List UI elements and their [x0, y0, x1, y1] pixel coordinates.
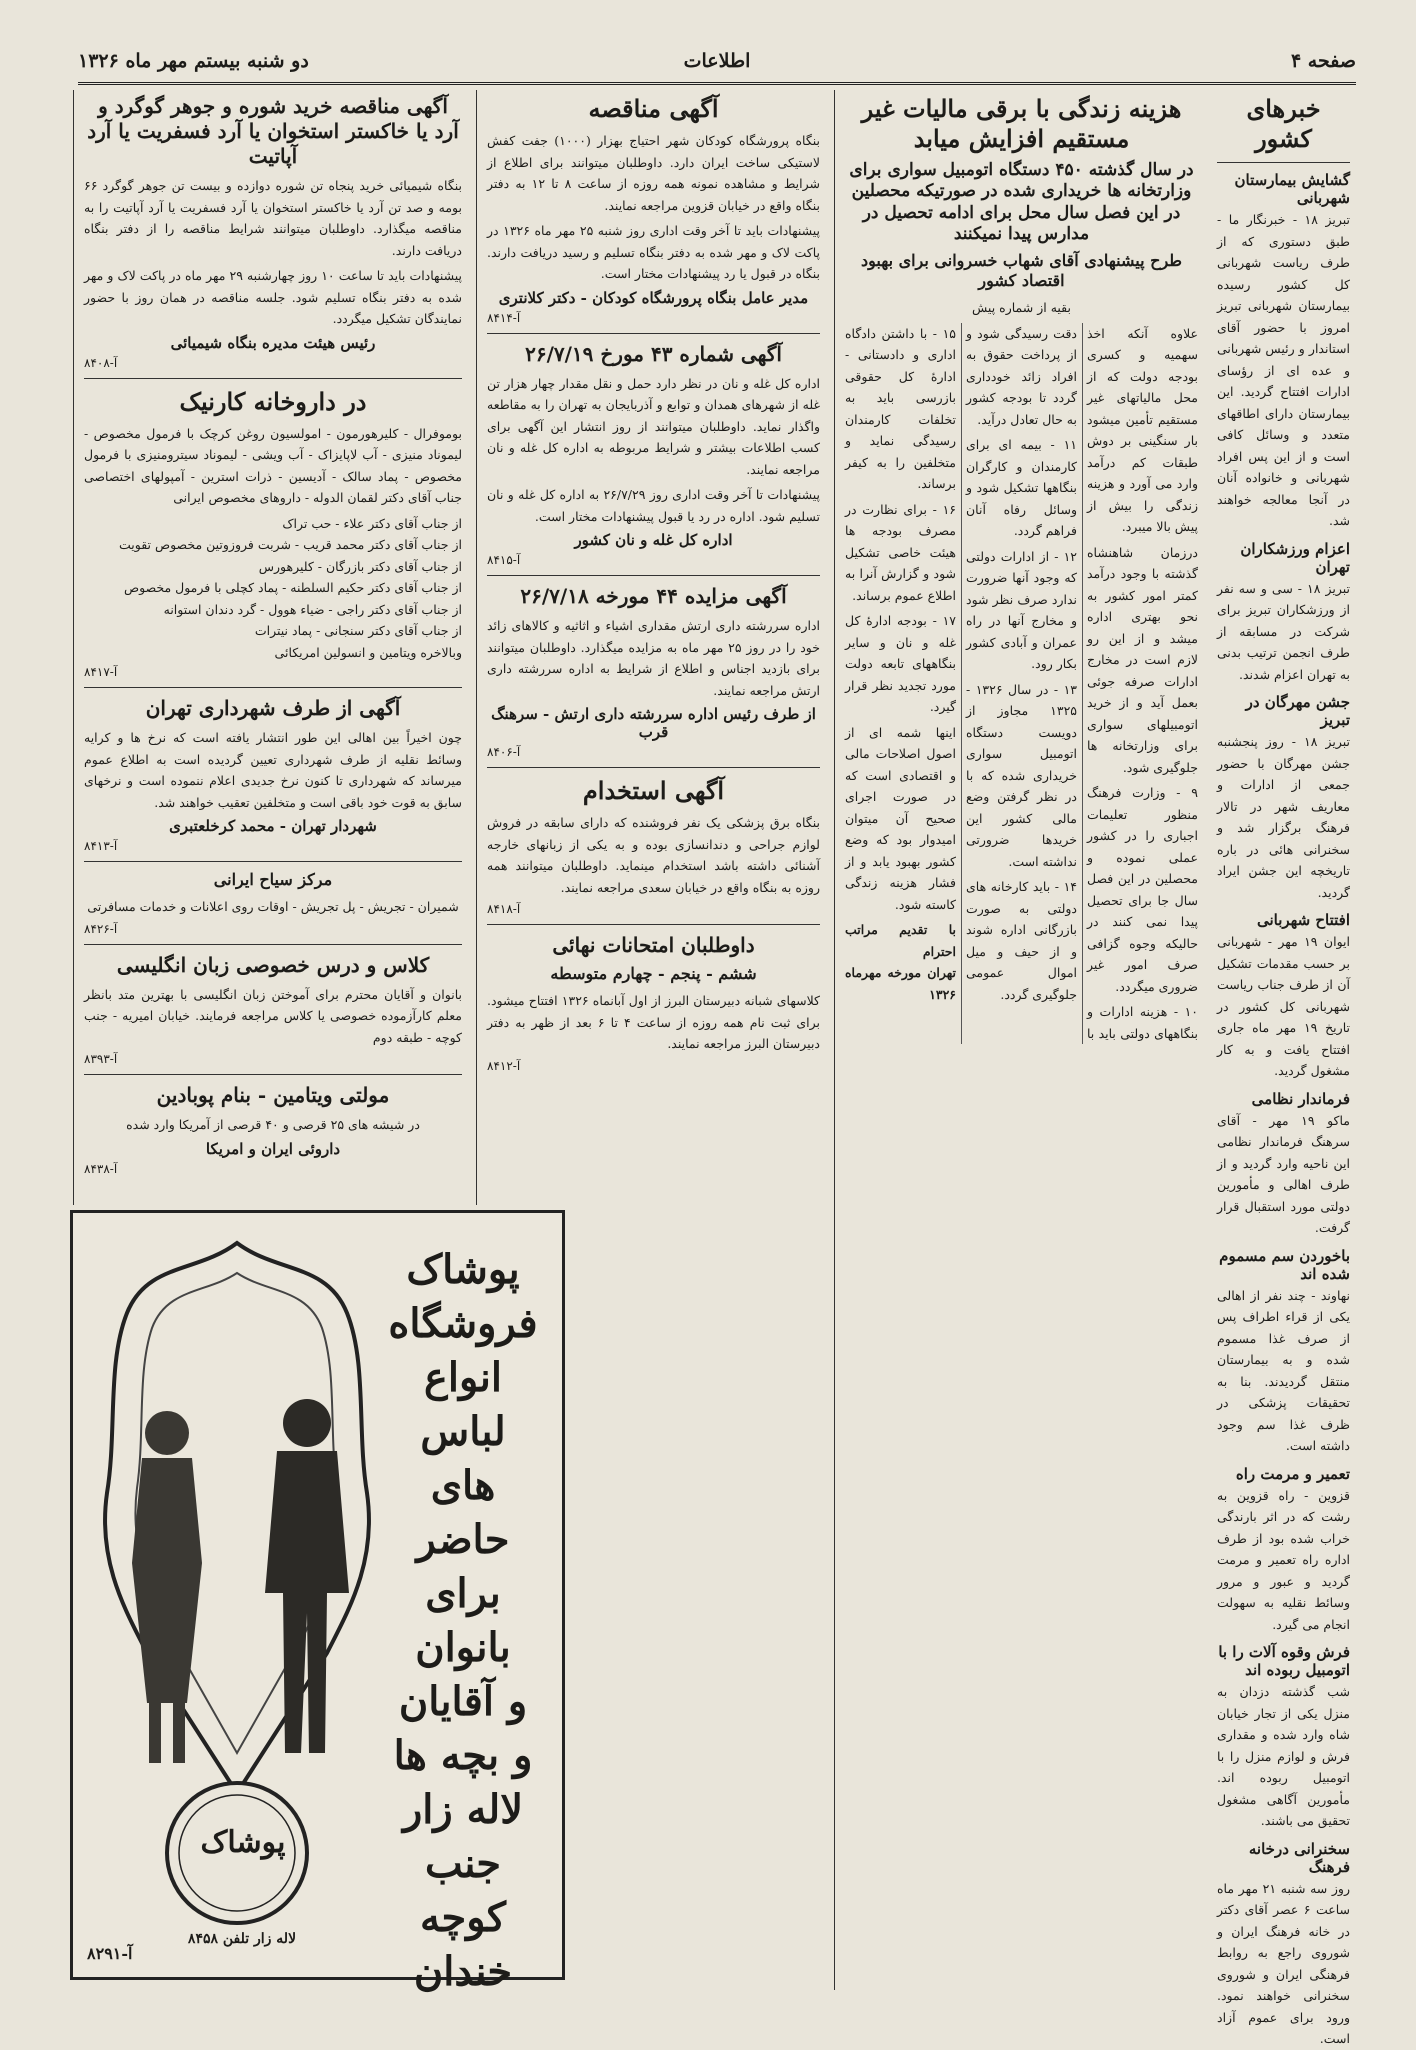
- travel-title: مرکز سیاح ایرانی: [213, 870, 333, 889]
- pharmacy-ref: وبالاخره ویتامین و انسولین امریکائی: [274, 644, 462, 660]
- vitamin-seller: داروئی ایران و امریکا: [205, 1139, 341, 1158]
- emblem-subtext: لاله زار تلفن ۸۴۵۸: [187, 1931, 297, 1947]
- news-item-title: سخنرانی درخانه فرهنگ: [1248, 1839, 1350, 1876]
- tender-notice: [487, 94, 820, 325]
- ad-line: خندان: [413, 1948, 513, 1995]
- sulfur-title: آگهی مناقصه خرید شوره و جوهر گوگرد و آرد یا خاکستر استخوان یا آرد فسفریت یا آرد آپاتیت: [87, 94, 459, 168]
- exam-body: کلاسهای شبانه دبیرستان البرز از اول آبانماه ۱۳۲۶ افتتاح میشود. برای ثبت نام همه روزه از ساعت ۴ تا ۶ بعد از ظهر به دفتر دبیرستان البرز مراجعه نمایند.: [487, 993, 821, 1051]
- travel-code: آ-۸۴۲۶: [84, 921, 118, 936]
- municipality-notice: [84, 696, 462, 853]
- english-ad: [84, 953, 462, 1067]
- pharmacy-ref: از جناب آقای دکتر علاء - حب تراک: [282, 515, 462, 531]
- vitamin-code: آ-۸۴۳۸: [84, 1161, 118, 1176]
- news-item-body: روز سه شنبه ۲۱ مهر ماه ساعت ۶ عصر آقای دکتر در خانه فرهنگ ایران و شوروی راجع به روابط فرهنگی ایران و شوروی سخنرانی خواهند نمود. ورود برای عموم آزاد است.: [1217, 1880, 1350, 2046]
- hiring-title: آگهی استخدام: [582, 776, 725, 805]
- travel-body: شمیران - تجریش - پل تجریش - اوقات روی اعلانات و خدمات مسافرتی: [87, 899, 459, 914]
- exam-notice: [487, 933, 820, 1073]
- hiring-notice: [487, 776, 820, 916]
- auction-44-title: آگهی مزایده ۴۴ مورخه ۲۶/۷/۱۸: [520, 584, 787, 608]
- emblem-text: پوشاک: [200, 1825, 286, 1860]
- lead-paragraph: اینها شمه ای از اصول اصلاحات مالی و اقتصادی است که در صورت اجرای صحیح آن میتوان امیدوار بود که وضع کشور بهبود یابد و از فشار هزینه زندگی کاسته شود.: [845, 724, 956, 912]
- vitamin-title: مولتی ویتامین - بنام پوبادین: [156, 1083, 390, 1107]
- pharmacy-body: بوموفرال - کلیرهورمون - امولسیون روغن کرچک با فرمول مخصوص - لیموناد منیزی - آب لاپایزاک - آب ویشی - لیموناد سیترومنیزی با فرمول مخصوص - پماد سالک - آدیسین - ذرات استرین - آمپولهای اختصاصی جناب آقای دکتر لقمان الدوله - داروهای مخصوص ایرانی: [84, 425, 462, 505]
- news-item-body: ماکو ۱۹ مهر - آقای سرهنگ فرماندار نظامی این ناحیه وارد گردید و از طرف اهالی و مأمورین دولتی مورد استقبال قرار گرفت.: [1217, 1112, 1350, 1235]
- lead-paragraph: ۱۲ - از ادارات دولتی که وجود آنها ضرورت ندارد صرف نظر شود و مخارج آنها در راه عمران و آبادی کشور بکار رود.: [966, 548, 1077, 671]
- sulfur-body: بنگاه شیمیائی خرید پنجاه تن شوره دوازده و بیست تن جوهر گوگرد ۶۶ بومه و صد تن آرد یا خاکستر استخوان یا آرد فسفریت یا آرد آپاتیت را به مناقصه میگذارد. داوطلبان میتوانند شرایط مناقصه را از دفتر بنگاه دریافت دارند.: [84, 178, 462, 258]
- lead-continued: بقیه از شماره پیش: [972, 300, 1071, 315]
- english-body: بانوان و آقایان محترم برای آموختن زبان انگلیسی با بهترین متد بانظر معلم کارآزموده خصوصی یا کلاس مراجعه فرمایند. خیابان امیریه - جنب کوچه - طبقه دوم: [84, 986, 462, 1045]
- ad-code: آ-۸۲۹۱: [87, 1944, 133, 1963]
- news-item-title: جشن مهرگان در تبریز: [1245, 693, 1350, 729]
- english-code: آ-۸۳۹۳: [84, 1052, 118, 1066]
- tender-signature: مدیر عامل بنگاه پرورشگاه کودکان - دکتر کلانتری: [498, 288, 809, 307]
- travel-ad: [84, 870, 462, 936]
- sulfur-body-2: پیشنهادات باید تا ساعت ۱۰ روز چهارشنبه ۲۹ مهر ماه در پاکت لاک و مهر شده به دفتر بنگاه تسلیم شود. جلسه مناقصه در همان روز با حضور نمایندگان تشکیل میگردد.: [84, 268, 462, 326]
- notice-43-signature: اداره کل غله و نان کشور: [574, 531, 733, 549]
- lead-paragraph: ۱۰ - هزینه ادارات و بنگاههای دولتی باید با دقت رسیدگی شود و از پرداخت حقوق به افراد زائد خودداری گردد تا بودجه کشور به حال تعادل درآید.: [966, 325, 1198, 1041]
- municipality-title: آگهی از طرف شهرداری تهران: [145, 696, 401, 720]
- ad-line: برای بانوان: [415, 1570, 511, 1671]
- news-item-title: اعزام ورزشکاران تهران: [1240, 539, 1350, 576]
- municipality-code: آ-۸۴۱۳: [84, 839, 118, 853]
- pharmacy-title: در داروخانه کارنیک: [179, 386, 367, 416]
- lead-paragraph: ۱۴ - باید کارخانه های دولتی به صورت بازرگانی اداره شوند و از حیف و میل اموال عمومی جلوگیری گردد.: [966, 879, 1077, 1002]
- news-item-body: ایوان ۱۹ مهر - شهربانی بر حسب مقدمات تشکیل آن از طرف جناب ریاست شهربانی کل کشور در تاریخ ۱۹ مهر ماه جاری افتتاح یافت و به کار مشغول گردید.: [1217, 934, 1350, 1078]
- hiring-body: بنگاه برق پزشکی یک نفر فروشنده که دارای سابقه در فروش لوازم جراحی و دندانسازی بوده و به یکی از زبانهای خارجه آشنائی داشته باشد استخدام مینماید. داوطلبان میتوانند همه روزه به بنگاه واقع در خیابان سعدی مراجعه نمایند.: [487, 815, 820, 895]
- issue-date: دو شنبه بیستم مهر ماه ۱۳۲۶: [78, 50, 309, 72]
- news-item-body: نهاوند - چند نفر از اهالی یکی از قراء اطراف پس از صرف غذا مسموم شده و به بیمارستان منتقل گردیدند. بنا به تحقیقات پزشکی در ظرف غذا سم وجود داشته است.: [1217, 1287, 1350, 1453]
- municipality-signature: شهردار تهران - محمد کرخلعتبری: [169, 817, 377, 835]
- notice-43-code: آ-۸۴۱۵: [487, 553, 521, 567]
- ad-line: های حاضر: [416, 1462, 510, 1563]
- paper-name: اطلاعات: [683, 50, 751, 72]
- pharmacy-code: آ-۸۴۱۷: [84, 665, 118, 679]
- vitamin-body: در شیشه های ۲۵ قرصی و ۴۰ قرصی از آمریکا وارد شده: [126, 1117, 420, 1132]
- lead-article: [834, 90, 1204, 1990]
- notice-43: [487, 342, 820, 568]
- news-item-body: تبریز ۱۸ - روز پنجشنبه جشن مهرگان با حضور جمعی از ادارات و معاریف شهر در تالار فرهنگ برگزار شد و سخنرانی هائی در باره تاریخچه این جشن ایراد گردید.: [1217, 734, 1350, 900]
- ad-text-block: [378, 1243, 548, 1999]
- lead-paragraph: ۱۱ - بیمه ای برای کارمندان و کارگران بنگاهها تشکیل شود و وسائل رفاه آنان فراهم گردد.: [966, 437, 1077, 538]
- news-item-title: فرماندار نظامی: [1251, 1089, 1350, 1108]
- ad-line: انواع لباس: [420, 1354, 506, 1455]
- ad-line: فروشگاه: [388, 1300, 538, 1347]
- auction-44-signature: از طرف رئیس اداره سررشته داری ارتش - سرهنگ قرب: [491, 705, 816, 741]
- ad-line: لاله زار: [402, 1786, 524, 1833]
- english-title: کلاس و درس خصوصی زبان انگلیسی: [116, 952, 430, 977]
- news-section-title: خبرهای کشور: [1246, 94, 1321, 153]
- hiring-code: آ-۸۴۱۸: [487, 902, 521, 916]
- auction-44-code: آ-۸۴۰۶: [487, 745, 521, 759]
- news-item-title: تعمیر و مرمت راه: [1235, 1464, 1350, 1483]
- tender-title: آگهی مناقصه: [588, 94, 719, 123]
- auction-44-body: اداره سررشته داری ارتش مقداری اشیاء و اثاثیه و کالاهای زائد خود را در روز ۲۵ مهر ماه به مزایده میگذارد. داوطلبان میتوانند برای بازدید اجناس و اطلاع از شرایط به اداره سررشته داری ارتش مراجعه نمایند.: [487, 618, 820, 698]
- pharmacy-ref: از جناب آقای دکتر راجی - ضیاء هوول - گرد دندان استوانه: [163, 601, 462, 617]
- sulfur-signature: رئیس هیئت مدیره بنگاه شیمیائی: [170, 333, 376, 352]
- news-item-body: شب گذشته دزدان به منزل یکی از تجار خیابان شاه وارد شده و مقداری فرش و لوازم منزل را با اتومبیل ربوده اند. مأمورین آگاهی مشغول تحقیق می باشند.: [1217, 1684, 1350, 1828]
- ad-line: و بچه ها: [393, 1732, 533, 1779]
- sulfur-tender: [84, 94, 462, 370]
- lead-body: [845, 323, 1198, 1045]
- news-item-body: قزوین - راه قزوین به رشت که در اثر بارندگی خراب شده بود از طرف اداره راه تعمیر و مرمت گردید و عبور و مرور وسائط نقلیه به سهولت انجام می گیرد.: [1217, 1487, 1350, 1632]
- lead-paragraph: ۹ - وزارت فرهنگ منظور تعلیمات اجباری را در کشور عملی نموده و محصلین در این فصل سال جا برای تحصیل پیدا نمی کنند در حالیکه وجوه گزافی صرف امور غیر ضروری میگردد.: [1087, 785, 1198, 994]
- ad-line: پوشاک: [406, 1246, 520, 1293]
- exam-code: آ-۸۴۱۲: [487, 1058, 521, 1073]
- notice-43-body: اداره کل غله و نان در نظر دارد حمل و نقل مقدار چهار هزار تن غله از شهرهای همدان و توابع و آذربایجان به تهران را به مقاطعه واگذار نماید. داوطلبان میتوانند از روز انتشار این آگهی برای کسب اطلاعات بیشتر و شرایط مربوطه به اداره کل غله و نان مراجعه نمایند.: [487, 375, 820, 477]
- man-figure-icon: [265, 1399, 349, 1753]
- pharmacy-ref: از جناب آقای دکتر حکیم السلطنه - پماد کچلی با فرمول مخصوص: [124, 580, 462, 595]
- news-item-body: تبریز ۱۸ - سی و سه نفر از ورزشکاران تبریز برای شرکت در مسابقه از طرف انجمن ترتیب بدنی به تهران اعزام شدند.: [1217, 580, 1350, 682]
- news-column: [1211, 90, 1356, 2046]
- pharmacy-ref: از جناب آقای دکتر سنجانی - پماد نیترات: [254, 623, 462, 638]
- lead-paragraph: ۱۳ - در سال ۱۳۲۶ - ۱۳۲۵ مجاوز از دویست دستگاه اتومبیل سواری خریداری شده که با در نظر گرفتن وضع مالی کشور این خریدها ضرورتی نداشته است.: [966, 681, 1077, 869]
- exam-subtitle: ششم - پنجم - چهارم متوسطه: [550, 964, 757, 983]
- tender-code: آ-۸۴۱۴: [487, 310, 521, 325]
- news-item-title: فرش وقوه آلات را با اتومبیل ربوده اند: [1218, 1643, 1350, 1679]
- page-number: صفحه ۴: [1290, 50, 1356, 72]
- lead-paragraph: ۱۶ - برای نظارت در مصرف بودجه ها هیئت خاصی تشکیل شود و گزارش آنرا به اطلاع عموم برساند.: [845, 501, 956, 603]
- news-item-title: افتتاح شهربانی: [1256, 911, 1350, 929]
- notices-column: [476, 90, 826, 1205]
- news-list: [1217, 171, 1350, 2050]
- ads-column: [73, 90, 468, 1205]
- lead-paragraph: علاوه آنکه اخذ سهمیه و کسری بودجه دولت که از محل مالیاتهای غیر مستقیم تأمین میشود بار سنگینی بر دوش طبقات کم درآمد وارد می آورد و هزینه زندگی را بیش از پیش بالا میبرد.: [1087, 325, 1198, 534]
- lead-title: هزینه زندگی با برقی مالیات غیر مستقیم افزایش میابد: [861, 94, 1182, 153]
- ad-line: و آقایان: [398, 1678, 528, 1725]
- lead-paragraph: ۱۷ - بودجه ادارهٔ کل غله و نان و سایر بنگاههای تابعه دولت مورد تجدید نظر قرار گیرد.: [845, 613, 956, 714]
- news-item-title: گشایش بیمارستان شهربانی: [1234, 171, 1350, 207]
- pharmacy-ad: [84, 387, 462, 680]
- exam-title: داوطلبان امتحانات نهائی: [552, 933, 755, 957]
- news-item-title: باخوردن سم مسموم شده اند: [1219, 1246, 1350, 1283]
- vitamin-ad: [84, 1083, 462, 1176]
- auction-44: [487, 584, 820, 759]
- tender-body: بنگاه پرورشگاه کودکان شهر احتیاج بهزار (۱۰۰۰) جفت کفش لاستیکی ساخت ایران دارد. داوطلبان میتوانند برای اطلاع از شرایط و مشاهده نمونه همه روزه از ساعت ۸ تا ۱۲ به دفتر بنگاه واقع در خیابان قزوین مراجعه نمایند.: [487, 133, 821, 213]
- woman-figure-icon: [132, 1411, 202, 1763]
- pharmacy-ref: از جناب آقای دکتر بازرگان - کلیرهورس: [258, 558, 462, 574]
- lead-closing: با تقدیم مراتب احترام تهران مورخه مهرماه ۱۳۲۶: [845, 922, 956, 1002]
- lead-paragraph: ۱۵ - با داشتن دادگاه اداری و دادستانی - ادارهٔ کل حقوقی بازرسی باید به تخلفات کارمندان رسیدگی نماید و متخلفین را به کیفر برساند.: [845, 325, 956, 491]
- municipality-body: چون اخیراً بین اهالی این طور انتشار یافته است که نرخ ها و کرایه وسائط نقلیه از طرف شهرداری تعیین گردیده است به اطلاع عموم میرساند که شهرداری تا کنون نرخ جدیدی اعلام ننموده است و نرخهای سابق به قوت خود باقی است و متخلفین تعقیب خواهند شد.: [84, 730, 462, 810]
- ad-line: جنب کوچه: [420, 1840, 506, 1941]
- notice-43-body-2: پیشنهادات تا آخر وقت اداری روز ۲۶/۷/۲۹ به اداره کل غله و نان تسلیم شود. اداره در رد یا قبول پیشنهادات مختار است.: [487, 487, 820, 524]
- pharmacy-ref: از جناب آقای دکتر محمد قریب - شربت فروزوتین مخصوص تقویت: [118, 537, 462, 552]
- news-item-body: تبریز ۱۸ - خبرنگار ما - طبق دستوری که از طرف ریاست شهربانی کل کشور رسیده بیمارستان شهربانی تبریز امروز با حضور آقای استاندار و رئیس شهربانی و عده ای از رؤسای ادارات افتتاح گردید. این بیمارستان دارای اطاقهای متعدد و وسائل کافی است و از این پس افراد شهربانی و خانواده آنان در آنجا معالجه خواهند شد.: [1217, 212, 1351, 528]
- clothing-store-ad: [70, 1210, 565, 1995]
- notice-43-title: آگهی شماره ۴۳ مورخ ۲۶/۷/۱۹: [525, 341, 782, 366]
- lead-deck: طرح پیشنهادی آقای شهاب خسروانی برای بهبود اقتصاد کشور: [860, 251, 1183, 290]
- lead-paragraph: درزمان شاهنشاه گذشته با وجود درآمد کمتر امور کشور به نحو بهتری اداره میشد و از این رو لازم است در مخارج ادارات صرفه جوئی بعمل آید و از خرید اتومبیلهای سواری برای وزارتخانه ها جلوگیری شود.: [1087, 544, 1198, 775]
- sulfur-code: آ-۸۴۰۸: [84, 355, 118, 370]
- lead-subtitle: در سال گذشته ۴۵۰ دستگاه اتومبیل سواری برای وزارتخانه ها خریداری شده در صورتیکه محصلین در این فصل سال محل برای ادامه تحصیل در مدارس پیدا نمیکنند: [849, 160, 1194, 244]
- page-header: [78, 48, 1356, 85]
- tender-body-2: پیشنهادات باید تا آخر وقت اداری روز شنبه ۲۵ مهر ماه ۱۳۲۶ در پاکت لاک و مهر شده به دفتر بنگاه تسلیم و رسید دریافت دارند. بنگاه در قبول یا رد پیشنهادات مختار است.: [487, 223, 821, 281]
